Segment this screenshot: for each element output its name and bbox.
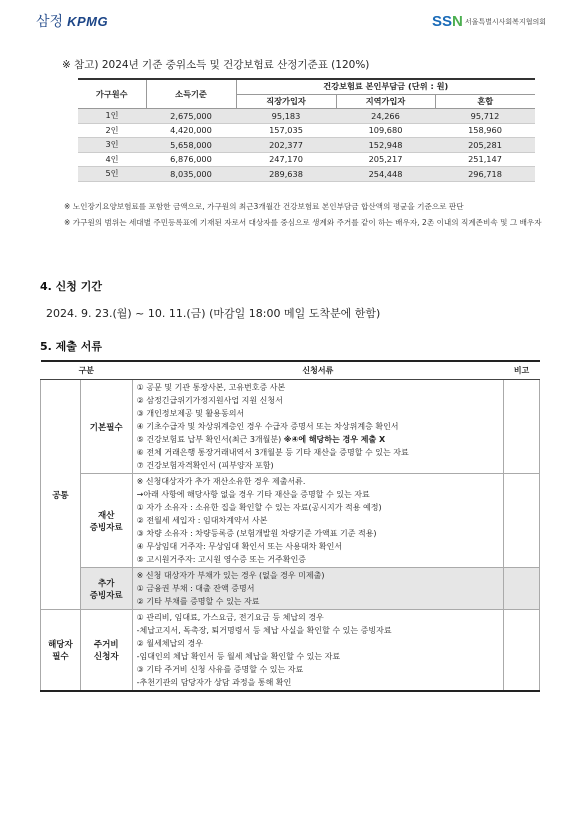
page-header: [0, 0, 582, 40]
subcategory-asset-line1: 재산: [98, 510, 115, 521]
ssn-mark-n: N: [452, 13, 463, 30]
doc-item: ① 금융권 부채 : 대출 잔액 증명서: [136, 584, 255, 593]
cell-income: 2,675,000: [146, 109, 236, 124]
samjung-kpmg-logo: [36, 11, 108, 31]
cell-household: 4인: [78, 152, 146, 167]
cell-regional: 109,680: [336, 123, 435, 138]
doc-item-emphasis: ※④에 해당하는 경우 제출 X: [283, 435, 386, 444]
doc-item: →아래 사항에 해당사항 없을 경우 기타 재산을 증명할 수 있는 자료: [136, 490, 370, 499]
note-cell: [504, 474, 540, 568]
doc-item: ③ 차량 소유자 : 차량등록증 (보험개발원 차량기준 가액표 기준 적용): [136, 529, 377, 538]
doc-item: ⑤ 고시원거주자: 고시원 영수증 또는 거주확인증: [136, 555, 307, 564]
income-criteria-table: [78, 78, 535, 182]
col-employee: 직장가입자: [236, 94, 336, 109]
cell-regional: 254,448: [336, 167, 435, 182]
cell-income: 6,876,000: [146, 152, 236, 167]
doc-item: ② 월세체납의 경우: [136, 639, 203, 648]
doc-item: ④ 무상임대 거주자: 무상임대 확인서 또는 사용대차 확인서: [136, 542, 343, 551]
cell-employee: 247,170: [236, 152, 336, 167]
subcategory-basic: 기본필수: [80, 380, 132, 474]
subcategory-extra: [80, 568, 132, 610]
cell-mixed: 205,281: [435, 138, 535, 153]
cell-mixed: 251,147: [435, 152, 535, 167]
doc-item: ② 기타 부채를 증명할 수 있는 자료: [136, 597, 260, 606]
doc-item: ※ 신청대상자가 추가 재산소유한 경우 제출서류.: [136, 477, 306, 486]
ssn-logo: [432, 13, 546, 30]
cell-income: 5,658,000: [146, 138, 236, 153]
doc-item: -체납고지서, 독촉장, 퇴거명령서 등 체납 사실을 확인할 수 있는 증빙자료: [136, 626, 392, 635]
asset-docs-row: [41, 474, 540, 568]
category-applicable-line1: 해당자: [48, 640, 73, 650]
housing-docs-list: [132, 610, 504, 692]
table-notes: [64, 200, 544, 232]
category-applicable: [41, 610, 81, 692]
subcategory-housing: [80, 610, 132, 692]
subcategory-asset: [80, 474, 132, 568]
cell-household: 1인: [78, 109, 146, 124]
doc-item: ③ 기타 주거비 신청 사유를 증명할 수 있는 자료: [136, 665, 304, 674]
cell-mixed: 296,718: [435, 167, 535, 182]
subcategory-extra-line2: 증빙자료: [89, 590, 123, 601]
doc-item: ※ 신청 대상자가 부채가 있는 경우 (없을 경우 미제출): [136, 571, 325, 580]
table-row: [78, 167, 535, 182]
table-row: [78, 138, 535, 153]
col-income: 소득기준: [146, 79, 236, 109]
cell-employee: 95,183: [236, 109, 336, 124]
extra-docs-list: [132, 568, 504, 610]
table-row: [78, 152, 535, 167]
cell-household: 5인: [78, 167, 146, 182]
note-item: ※ 가구원의 범위는 세대별 주민등록표에 기재된 자로서 대상자를 중심으로 생계와 주거를 같이 하는 배우자, 2촌 이내의 직계존비속 및 그 배우자: [64, 218, 542, 227]
col-documents: 신청서류: [132, 361, 504, 380]
col-category: 구분: [41, 361, 133, 380]
logo-kpmg-text: KPMG: [67, 14, 109, 29]
note-cell: [504, 610, 540, 692]
doc-item: ① 관리비, 임대료, 가스요금, 전기요금 등 체납의 경우: [136, 613, 324, 622]
col-premium-group: 건강보험료 본인부담금 (단위 : 원): [236, 79, 535, 94]
col-mixed: 혼합: [435, 94, 535, 109]
doc-item: ③ 개인정보제공 및 활용동의서: [136, 409, 245, 418]
table-row: [78, 123, 535, 138]
doc-item: ⑦ 건강보험자격확인서 (피부양자 포함): [136, 461, 274, 470]
cell-regional: 205,217: [336, 152, 435, 167]
cell-employee: 202,377: [236, 138, 336, 153]
section-title-application-period: 4. 신청 기간: [40, 280, 102, 293]
ssn-mark: [432, 13, 463, 30]
application-period: 2024. 9. 23.(월) ~ 10. 11.(금) (마감일 18:00 메일 도착분에 한함): [46, 307, 381, 320]
doc-item-text: ⑤ 건강보험료 납부 확인서(최근 3개월분): [136, 435, 284, 444]
documents-table: [40, 360, 540, 692]
cell-regional: 24,266: [336, 109, 435, 124]
category-applicable-line2: 필수: [52, 652, 69, 662]
logo-korean-text: 삼정: [36, 14, 64, 30]
asset-docs-list: [132, 474, 504, 568]
ssn-mark-ss: SS: [431, 13, 452, 30]
doc-item: ④ 기초수급자 및 차상위계층인 경우 수급자 증명서 또는 차상위계층 확인서: [136, 422, 399, 431]
basic-docs-list: [132, 380, 504, 474]
reference-title: ※ 참고) 2024년 기준 중위소득 및 건강보험료 산정기준표 (120%): [62, 59, 370, 71]
subcategory-housing-line1: 주거비: [93, 640, 119, 650]
col-note: 비고: [504, 361, 540, 380]
doc-item: ⑥ 전체 거래은행 통장거래내역서 3개월분 등 기타 재산을 증명할 수 있는 자료: [136, 448, 409, 457]
cell-employee: 157,035: [236, 123, 336, 138]
extra-docs-row: [41, 568, 540, 610]
cell-income: 4,420,000: [146, 123, 236, 138]
doc-item: ① 공문 및 기관 통장사본, 고유번호증 사본: [136, 383, 286, 392]
doc-item: -추천기관의 담당자가 상담 과정을 통해 확인: [136, 678, 292, 687]
subcategory-asset-line2: 증빙자료: [89, 522, 123, 533]
doc-item: ② 전월세 세입자 : 임대차계약서 사본: [136, 516, 268, 525]
cell-regional: 152,948: [336, 138, 435, 153]
col-household: 가구원수: [78, 79, 146, 109]
table-row: [78, 109, 535, 124]
col-regional: 지역가입자: [336, 94, 435, 109]
doc-item: -임대인의 체납 확인서 등 월세 체납을 확인할 수 있는 자료: [136, 652, 341, 661]
note-cell: [504, 568, 540, 610]
ssn-org-name: 서울특별시사회복지협의회: [464, 17, 546, 26]
cell-income: 8,035,000: [146, 167, 236, 182]
cell-employee: 289,638: [236, 167, 336, 182]
doc-item-health-insurance: [137, 433, 500, 446]
subcategory-extra-line1: 추가: [98, 578, 115, 589]
doc-item: ① 자가 소유자 : 소유한 집을 확인할 수 있는 자료(공시지가 적용 예정): [136, 503, 382, 512]
cell-household: 3인: [78, 138, 146, 153]
note-item: ※ 노인장기요양보험료를 포함한 금액으로, 가구원의 최근3개월간 건강보험료 본인부담금 합산액의 평균을 기준으로 판단: [64, 202, 464, 211]
cell-mixed: 158,960: [435, 123, 535, 138]
housing-docs-row: [41, 610, 540, 692]
section-title-documents: 5. 제출 서류: [40, 340, 102, 353]
cell-mixed: 95,712: [435, 109, 535, 124]
subcategory-housing-line2: 신청자: [93, 652, 119, 662]
basic-docs-row: [41, 380, 540, 474]
note-cell: [504, 380, 540, 474]
category-common: 공통: [41, 380, 81, 610]
cell-household: 2인: [78, 123, 146, 138]
doc-item: ② 삼정긴급위기가정지원사업 지원 신청서: [136, 396, 283, 405]
